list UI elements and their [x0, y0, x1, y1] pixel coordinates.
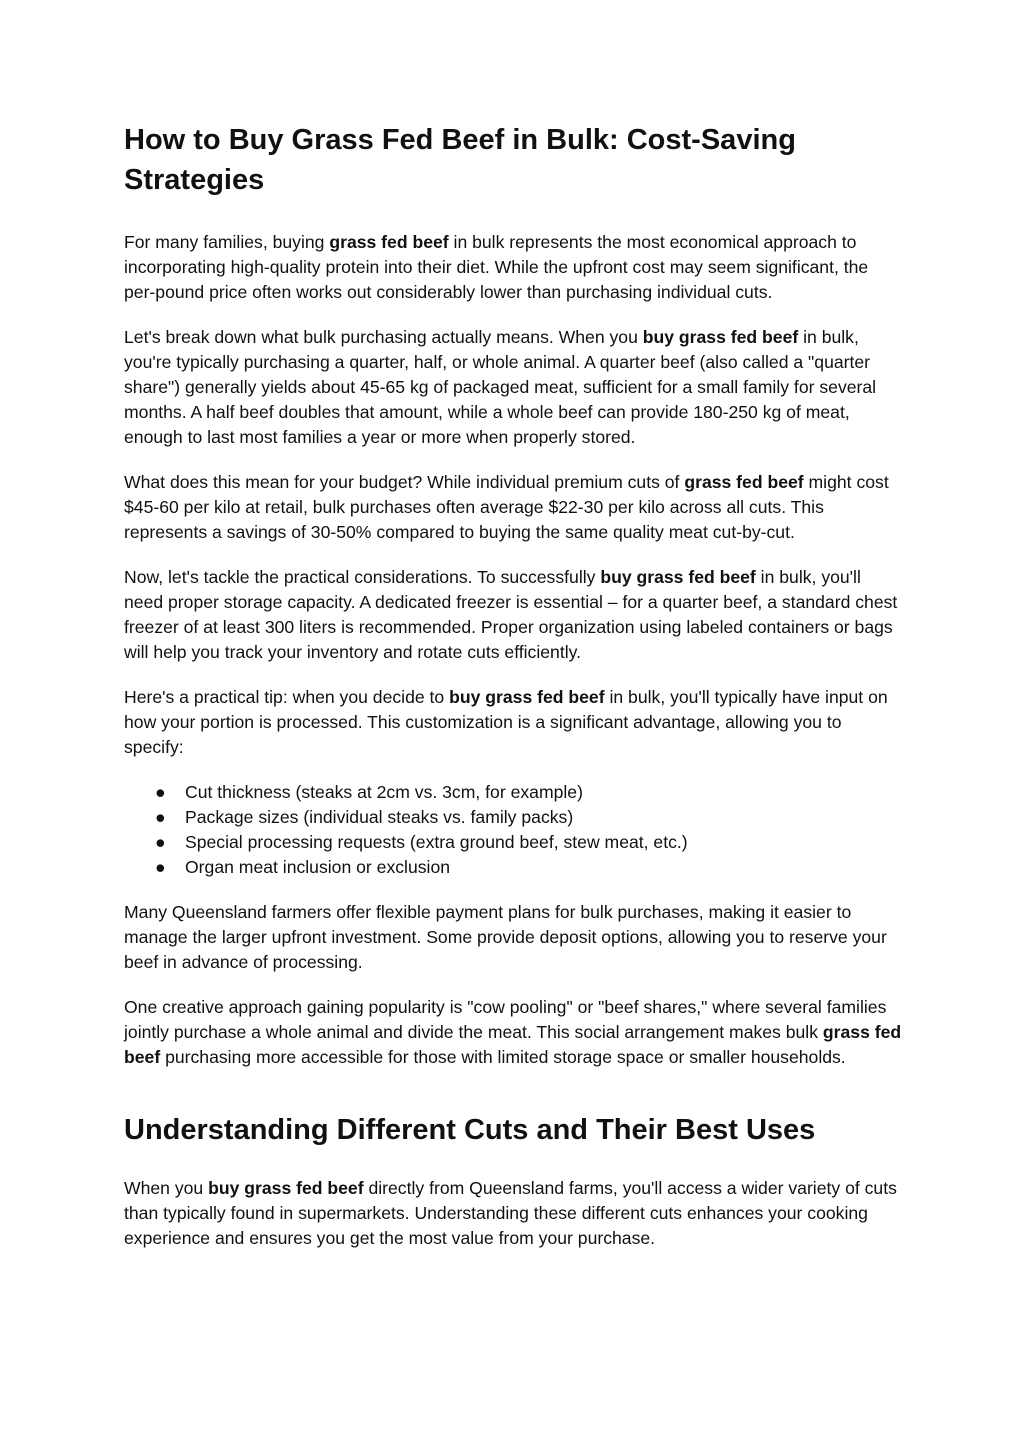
bold-keyword: grass fed beef [329, 232, 449, 252]
bullet-icon: ● [155, 807, 166, 827]
bold-keyword: grass fed beef [684, 472, 804, 492]
paragraph-budget [124, 470, 904, 545]
bold-keyword: buy grass fed beef [642, 327, 799, 347]
bullet-icon: ● [155, 782, 166, 802]
list-item-text: Special processing requests (extra ground beef, stew meat, etc.) [185, 832, 688, 852]
text-run: Now, let's tackle the practical considerations. To successfully [124, 567, 601, 587]
text-run: in bulk, you'll need proper storage capacity. A dedicated freezer is essential – for a quarter beef, a standard chest freezer of at least 300 liters is recommended. Proper organization using labeled containers or bags will help you track your inventory and rotate cuts efficiently. [124, 567, 898, 662]
paragraph-payment-plans: Many Queensland farmers offer flexible payment plans for bulk purchases, making it easier to manage the larger upfront investment. Some provide deposit options, allowing you to reserve your beef in advance of processing. [124, 902, 887, 972]
text-run: What does this mean for your budget? While individual premium cuts of [124, 472, 685, 492]
bold-keyword: grass fed beef [124, 1022, 902, 1067]
list-item [124, 780, 904, 805]
list-item [124, 830, 904, 855]
customization-list [124, 780, 904, 880]
paragraph-tip [124, 685, 904, 760]
bullet-icon: ● [155, 832, 166, 852]
list-item [124, 805, 904, 830]
text-run: in bulk represents the most economical approach to incorporating high-quality protein into their diet. While the upfront cost may seem significant, the per-pound price often works out considerably lower than purchasing individual cuts. [124, 232, 869, 302]
paragraph-bulk-meaning [124, 325, 904, 450]
paragraph-cuts-intro [124, 1176, 904, 1251]
text-run: purchasing more accessible for those with limited storage space or smaller households. [160, 1047, 846, 1067]
bold-keyword: buy grass fed beef [208, 1178, 364, 1198]
paragraph-cow-pooling [124, 995, 904, 1070]
list-item-text: Cut thickness (steaks at 2cm vs. 3cm, for example) [185, 782, 583, 802]
text-run: Here's a practical tip: when you decide to [124, 687, 450, 707]
page-title: How to Buy Grass Fed Beef in Bulk: Cost-Saving Strategies [124, 124, 796, 196]
list-item-text: Organ meat inclusion or exclusion [185, 857, 451, 877]
bold-keyword: buy grass fed beef [600, 567, 756, 587]
document-page [124, 120, 904, 1271]
text-run: in bulk, you'll typically have input on how your portion is processed. This customization is a significant advantage, allowing you to specify: [124, 687, 888, 757]
text-run: For many families, buying [124, 232, 330, 252]
text-run: might cost $45-60 per kilo at retail, bulk purchases often average $22-30 per kilo across all cuts. This represents a savings of 30-50% compared to buying the same quality meat cut-by-cut. [124, 472, 889, 542]
bold-keyword: buy grass fed beef [449, 687, 605, 707]
section-heading: Understanding Different Cuts and Their Best Uses [124, 1114, 816, 1146]
text-run: When you [124, 1178, 209, 1198]
list-item-text: Package sizes (individual steaks vs. family packs) [185, 807, 574, 827]
list-item [124, 855, 904, 880]
bullet-icon: ● [155, 857, 166, 877]
paragraph-storage [124, 565, 904, 665]
text-run: Let's break down what bulk purchasing actually means. When you [124, 327, 643, 347]
text-run: directly from Queensland farms, you'll access a wider variety of cuts than typically found in supermarkets. Understanding these different cuts enhances your cooking experience and ensures you get the most value from your purchase. [124, 1178, 897, 1248]
text-run: One creative approach gaining popularity is "cow pooling" or "beef shares," where several families jointly purchase a whole animal and divide the meat. This social arrangement makes bulk [124, 997, 887, 1042]
paragraph-intro [124, 230, 904, 305]
text-run: in bulk, you're typically purchasing a quarter, half, or whole animal. A quarter beef (also called a "quarter share") generally yields about 45-65 kg of packaged meat, sufficient for a small family for several months. A half beef doubles that amount, while a whole beef can provide 180-250 kg of meat, enough to last most families a year or more when properly stored. [124, 327, 877, 447]
